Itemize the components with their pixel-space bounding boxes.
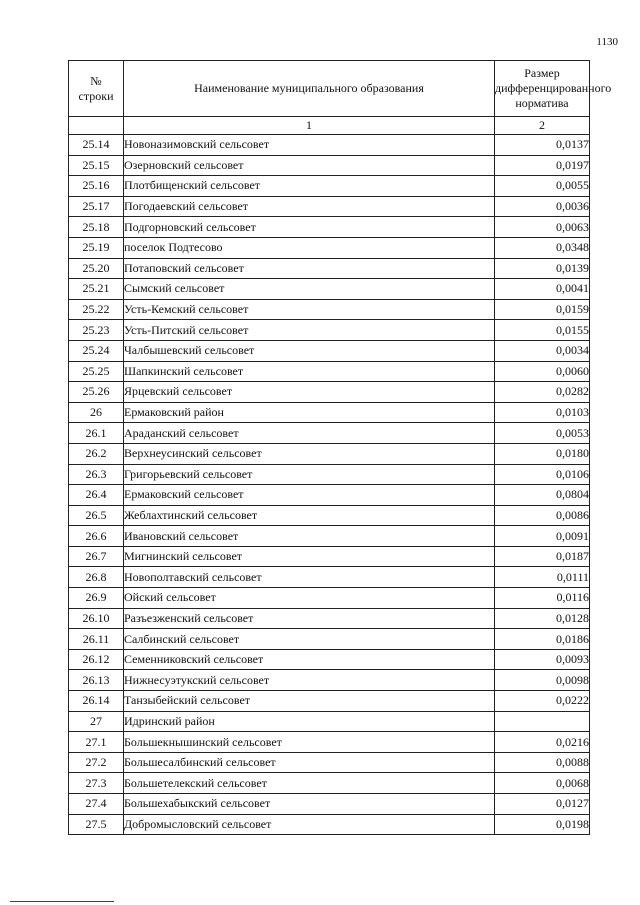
municipality-name-cell: Добромысловский сельсовет bbox=[124, 814, 495, 835]
municipality-name-cell: Жеблахтинский сельсовет bbox=[124, 505, 495, 526]
normative-value-cell: 0,0216 bbox=[495, 732, 590, 753]
row-number-cell: 27 bbox=[69, 711, 124, 732]
header-normative-size: Размер дифференцированного норматива bbox=[495, 61, 590, 117]
municipality-name-cell: Шапкинский сельсовет bbox=[124, 361, 495, 382]
table-row bbox=[69, 485, 590, 506]
normative-value-cell: 0,0116 bbox=[495, 588, 590, 609]
normative-value-cell: 0,0063 bbox=[495, 217, 590, 238]
table-row bbox=[69, 382, 590, 403]
normative-value-cell bbox=[495, 711, 590, 732]
page-number: 1130 bbox=[596, 36, 618, 48]
table-row bbox=[69, 155, 590, 176]
row-number-cell: 27.5 bbox=[69, 814, 124, 835]
municipality-name-cell: Ермаковский сельсовет bbox=[124, 485, 495, 506]
municipality-name-cell: Усть-Питский сельсовет bbox=[124, 320, 495, 341]
row-number-cell: 25.25 bbox=[69, 361, 124, 382]
row-number-cell: 26.13 bbox=[69, 670, 124, 691]
table-row bbox=[69, 526, 590, 547]
row-number-cell: 26 bbox=[69, 402, 124, 423]
municipality-name-cell: Чалбышевский сельсовет bbox=[124, 340, 495, 361]
normative-value-cell: 0,0127 bbox=[495, 794, 590, 815]
column-number-row bbox=[69, 117, 590, 135]
table-row bbox=[69, 196, 590, 217]
table-row bbox=[69, 340, 590, 361]
table-row bbox=[69, 629, 590, 650]
table-row bbox=[69, 279, 590, 300]
row-number-cell: 25.15 bbox=[69, 155, 124, 176]
municipality-name-cell: Плотбищенский сельсовет bbox=[124, 176, 495, 197]
normative-value-cell: 0,0103 bbox=[495, 402, 590, 423]
row-number-cell: 25.18 bbox=[69, 217, 124, 238]
normative-value-cell: 0,0282 bbox=[495, 382, 590, 403]
municipality-name-cell: Большехабыкский сельсовет bbox=[124, 794, 495, 815]
normative-value-cell: 0,0111 bbox=[495, 567, 590, 588]
row-number-cell: 25.19 bbox=[69, 237, 124, 258]
table-row bbox=[69, 814, 590, 835]
table-row bbox=[69, 546, 590, 567]
table-row bbox=[69, 752, 590, 773]
row-number-cell: 26.6 bbox=[69, 526, 124, 547]
table-row bbox=[69, 691, 590, 712]
table-row bbox=[69, 402, 590, 423]
municipality-name-cell: Григорьевский сельсовет bbox=[124, 464, 495, 485]
table-header-row bbox=[69, 61, 590, 117]
column-number-1: 1 bbox=[124, 117, 495, 135]
normative-value-cell: 0,0068 bbox=[495, 773, 590, 794]
row-number-cell: 26.2 bbox=[69, 443, 124, 464]
table-row bbox=[69, 670, 590, 691]
normative-value-cell: 0,0197 bbox=[495, 155, 590, 176]
municipality-name-cell: Салбинский сельсовет bbox=[124, 629, 495, 650]
normative-value-cell: 0,0348 bbox=[495, 237, 590, 258]
table-row bbox=[69, 794, 590, 815]
normative-value-cell: 0,0036 bbox=[495, 196, 590, 217]
normative-value-cell: 0,0053 bbox=[495, 423, 590, 444]
row-number-cell: 25.16 bbox=[69, 176, 124, 197]
municipality-name-cell: Ярцевский сельсовет bbox=[124, 382, 495, 403]
column-number-empty bbox=[69, 117, 124, 135]
normative-value-cell: 0,0093 bbox=[495, 649, 590, 670]
normative-value-cell: 0,0098 bbox=[495, 670, 590, 691]
row-number-cell: 26.4 bbox=[69, 485, 124, 506]
municipality-name-cell: Усть-Кемский сельсовет bbox=[124, 299, 495, 320]
municipality-name-cell: Ивановский сельсовет bbox=[124, 526, 495, 547]
row-number-cell: 25.14 bbox=[69, 135, 124, 156]
row-number-cell: 25.20 bbox=[69, 258, 124, 279]
table-row bbox=[69, 773, 590, 794]
municipality-name-cell: Разъезженский сельсовет bbox=[124, 608, 495, 629]
row-number-cell: 25.26 bbox=[69, 382, 124, 403]
municipality-name-cell: поселок Подтесово bbox=[124, 237, 495, 258]
table-row bbox=[69, 443, 590, 464]
column-number-2: 2 bbox=[495, 117, 590, 135]
normative-value-cell: 0,0159 bbox=[495, 299, 590, 320]
table-row bbox=[69, 135, 590, 156]
municipality-name-cell: Мигнинский сельсовет bbox=[124, 546, 495, 567]
row-number-cell: 26.8 bbox=[69, 567, 124, 588]
row-number-cell: 26.11 bbox=[69, 629, 124, 650]
table-row bbox=[69, 361, 590, 382]
table-row bbox=[69, 258, 590, 279]
header-municipality-name: Наименование муниципального образования bbox=[124, 61, 495, 117]
table-row bbox=[69, 711, 590, 732]
row-number-cell: 26.1 bbox=[69, 423, 124, 444]
normative-value-cell: 0,0088 bbox=[495, 752, 590, 773]
table-row bbox=[69, 176, 590, 197]
normative-value-cell: 0,0060 bbox=[495, 361, 590, 382]
municipality-name-cell: Озерновский сельсовет bbox=[124, 155, 495, 176]
row-number-cell: 27.3 bbox=[69, 773, 124, 794]
row-number-cell: 26.5 bbox=[69, 505, 124, 526]
normative-value-cell: 0,0086 bbox=[495, 505, 590, 526]
table-row bbox=[69, 464, 590, 485]
municipality-name-cell: Новоназимовский сельсовет bbox=[124, 135, 495, 156]
table-row bbox=[69, 505, 590, 526]
table-row bbox=[69, 423, 590, 444]
row-number-cell: 25.17 bbox=[69, 196, 124, 217]
municipality-name-cell: Погодаевский сельсовет bbox=[124, 196, 495, 217]
municipality-name-cell: Большекнышинский сельсовет bbox=[124, 732, 495, 753]
row-number-cell: 25.22 bbox=[69, 299, 124, 320]
table-row bbox=[69, 237, 590, 258]
normative-value-cell: 0,0139 bbox=[495, 258, 590, 279]
row-number-cell: 27.2 bbox=[69, 752, 124, 773]
table-row bbox=[69, 299, 590, 320]
normative-table bbox=[68, 60, 612, 835]
municipality-name-cell: Большесалбинский сельсовет bbox=[124, 752, 495, 773]
municipality-name-cell: Новополтавский сельсовет bbox=[124, 567, 495, 588]
row-number-cell: 27.1 bbox=[69, 732, 124, 753]
row-number-cell: 26.7 bbox=[69, 546, 124, 567]
table-row bbox=[69, 320, 590, 341]
municipality-name-cell: Сымский сельсовет bbox=[124, 279, 495, 300]
table-row bbox=[69, 649, 590, 670]
municipality-name-cell: Семенниковский сельсовет bbox=[124, 649, 495, 670]
municipality-name-cell: Араданский сельсовет bbox=[124, 423, 495, 444]
municipality-name-cell: Ойский сельсовет bbox=[124, 588, 495, 609]
row-number-cell: 27.4 bbox=[69, 794, 124, 815]
normative-value-cell: 0,0106 bbox=[495, 464, 590, 485]
normative-value-cell: 0,0128 bbox=[495, 608, 590, 629]
normative-value-cell: 0,0222 bbox=[495, 691, 590, 712]
normative-value-cell: 0,0187 bbox=[495, 546, 590, 567]
table-row bbox=[69, 217, 590, 238]
row-number-cell: 26.3 bbox=[69, 464, 124, 485]
normative-value-cell: 0,0804 bbox=[495, 485, 590, 506]
municipality-name-cell: Идринский район bbox=[124, 711, 495, 732]
row-number-cell: 26.12 bbox=[69, 649, 124, 670]
row-number-cell: 25.23 bbox=[69, 320, 124, 341]
municipality-name-cell: Танзыбейский сельсовет bbox=[124, 691, 495, 712]
normative-value-cell: 0,0055 bbox=[495, 176, 590, 197]
municipality-name-cell: Подгорновский сельсовет bbox=[124, 217, 495, 238]
row-number-cell: 26.9 bbox=[69, 588, 124, 609]
normative-value-cell: 0,0155 bbox=[495, 320, 590, 341]
footer-divider bbox=[10, 901, 114, 902]
row-number-cell: 26.14 bbox=[69, 691, 124, 712]
normative-value-cell: 0,0137 bbox=[495, 135, 590, 156]
table-row bbox=[69, 588, 590, 609]
table-row bbox=[69, 732, 590, 753]
municipality-name-cell: Потаповский сельсовет bbox=[124, 258, 495, 279]
table-row bbox=[69, 608, 590, 629]
municipality-name-cell: Большетелекский сельсовет bbox=[124, 773, 495, 794]
header-row-number: № строки bbox=[69, 61, 124, 117]
normative-value-cell: 0,0034 bbox=[495, 340, 590, 361]
municipality-name-cell: Нижнесуэтукский сельсовет bbox=[124, 670, 495, 691]
normative-value-cell: 0,0041 bbox=[495, 279, 590, 300]
row-number-cell: 26.10 bbox=[69, 608, 124, 629]
municipality-name-cell: Верхнеусинский сельсовет bbox=[124, 443, 495, 464]
normative-value-cell: 0,0091 bbox=[495, 526, 590, 547]
row-number-cell: 25.24 bbox=[69, 340, 124, 361]
table-row bbox=[69, 567, 590, 588]
normative-value-cell: 0,0198 bbox=[495, 814, 590, 835]
municipality-name-cell: Ермаковский район bbox=[124, 402, 495, 423]
row-number-cell: 25.21 bbox=[69, 279, 124, 300]
normative-value-cell: 0,0186 bbox=[495, 629, 590, 650]
normative-value-cell: 0,0180 bbox=[495, 443, 590, 464]
